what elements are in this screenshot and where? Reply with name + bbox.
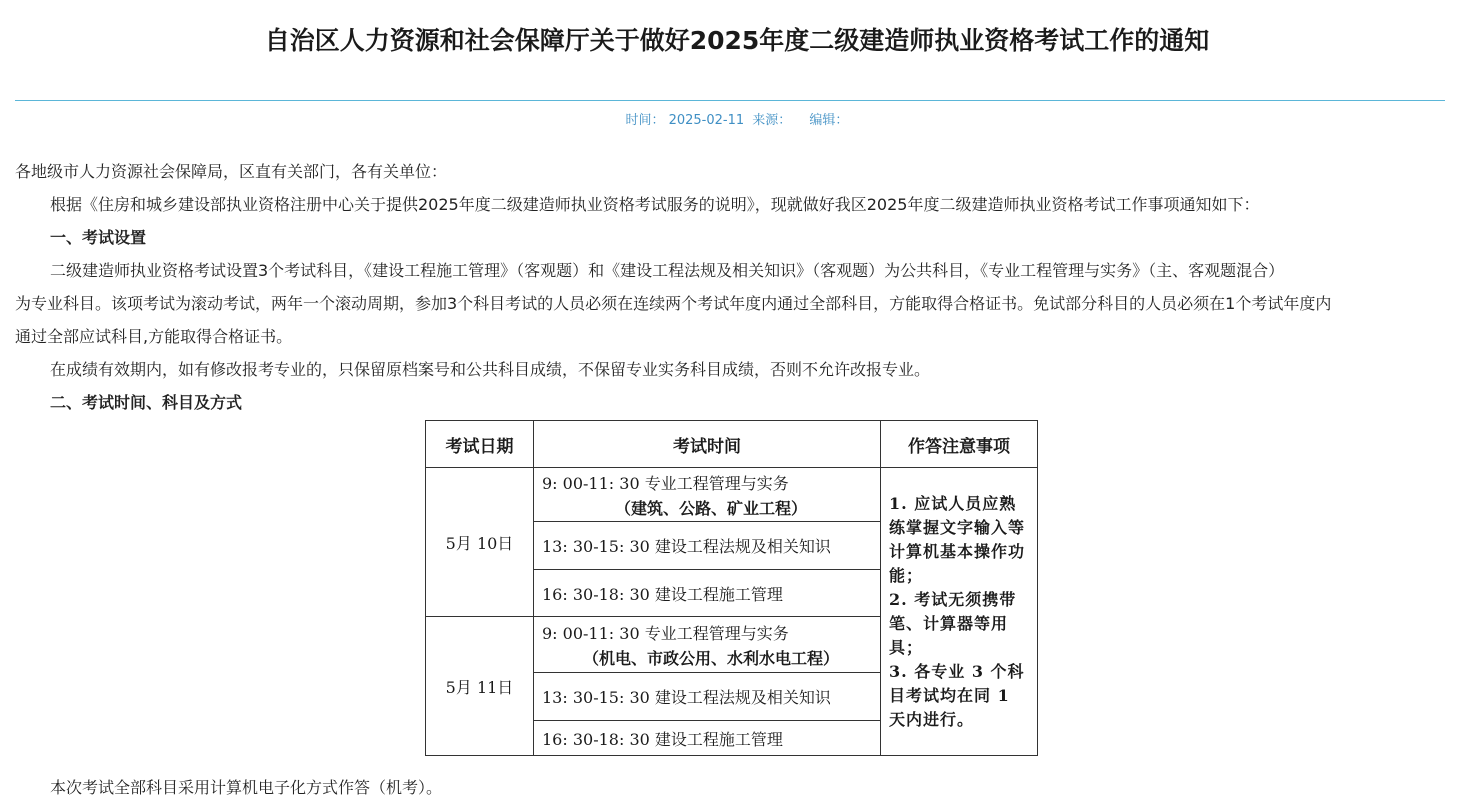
time-slot: 13: 30-15: 30 建设工程法规及相关知识 [534,522,881,570]
time-slot: 13: 30-15: 30 建设工程法规及相关知识 [534,673,881,721]
table-row [426,468,1038,522]
specialty-list: （机电、市政公用、水利水电工程） [582,648,839,668]
intro-paragraph: 根据《住房和城乡建设部执业资格注册中心关于提供2025年度二级建造师执业资格考试服务的说明》，现就做好我区2025年度二级建造师执业资格考试工作事项通知如下： [50,195,1260,214]
exam-schedule-table [425,420,1038,756]
time-slot: 9: 00-11: 30 专业工程管理与实务 [542,623,789,643]
section1-line2: 为专业科目。该项考试为滚动考试，两年一个滚动周期，参加3个科目考试的人员必须在连续两个考试年度内通过全部科目，方能取得合格证书。免试部分科目的人员必须在1个考试年度内 [15,294,1332,313]
table-header-row [426,421,1038,468]
time-slot: 16: 30-18: 30 建设工程施工管理 [534,721,881,756]
notes-cell [881,468,1038,756]
section1-heading: 一、考试设置 [50,228,147,247]
publish-date: 2025-02-11 [668,113,745,128]
editor-label: 编辑： [809,113,849,128]
section1-line1: 二级建造师执业资格考试设置3个考试科目，《建设工程施工管理》（客观题）和《建设工程法规及相关知识》（客观题）为公共科目，《专业工程管理与实务》（主、客观题混合） [50,261,1285,280]
footer-paragraph: 本次考试全部科目采用计算机电子化方式作答（机考）。 [50,778,443,797]
note-item: 3. 各专业 3 个科目考试均在同 1 天内进行。 [889,661,1025,729]
time-label: 时间： [625,113,665,128]
header-exam-time: 考试时间 [534,421,881,468]
date-cell-day2: 5月 11日 [426,617,534,756]
source-label: 来源： [752,113,792,128]
time-slot: 9: 00-11: 30 专业工程管理与实务 [542,473,789,493]
time-cell [534,617,881,673]
section2-heading: 二、考试时间、科目及方式 [50,393,243,412]
time-slot: 16: 30-18: 30 建设工程施工管理 [534,570,881,617]
header-notes: 作答注意事项 [881,421,1038,468]
article-meta [0,112,1474,130]
note-item: 2. 考试无须携带笔、计算器等用具； [889,589,1017,657]
section1-paragraph2: 在成绩有效期内，如有修改报考专业的，只保留原档案号和公共科目成绩，不保留专业实务科目成绩，否则不允许改报专业。 [50,360,931,379]
greeting-paragraph: 各地级市人力资源社会保障局，区直有关部门，各有关单位： [15,162,448,181]
date-cell-day1: 5月 10日 [426,468,534,617]
note-item: 1. 应试人员应熟练掌握文字输入等计算机基本操作功能； [889,493,1026,585]
title-divider [15,100,1445,101]
header-exam-date: 考试日期 [426,421,534,468]
page-title: 自治区人力资源和社会保障厅关于做好2025年度二级建造师执业资格考试工作的通知 [264,26,1210,55]
specialty-list: （建筑、公路、矿业工程） [614,498,807,518]
section1-line3: 通过全部应试科目,方能取得合格证书。 [15,327,293,346]
time-cell [534,468,881,522]
